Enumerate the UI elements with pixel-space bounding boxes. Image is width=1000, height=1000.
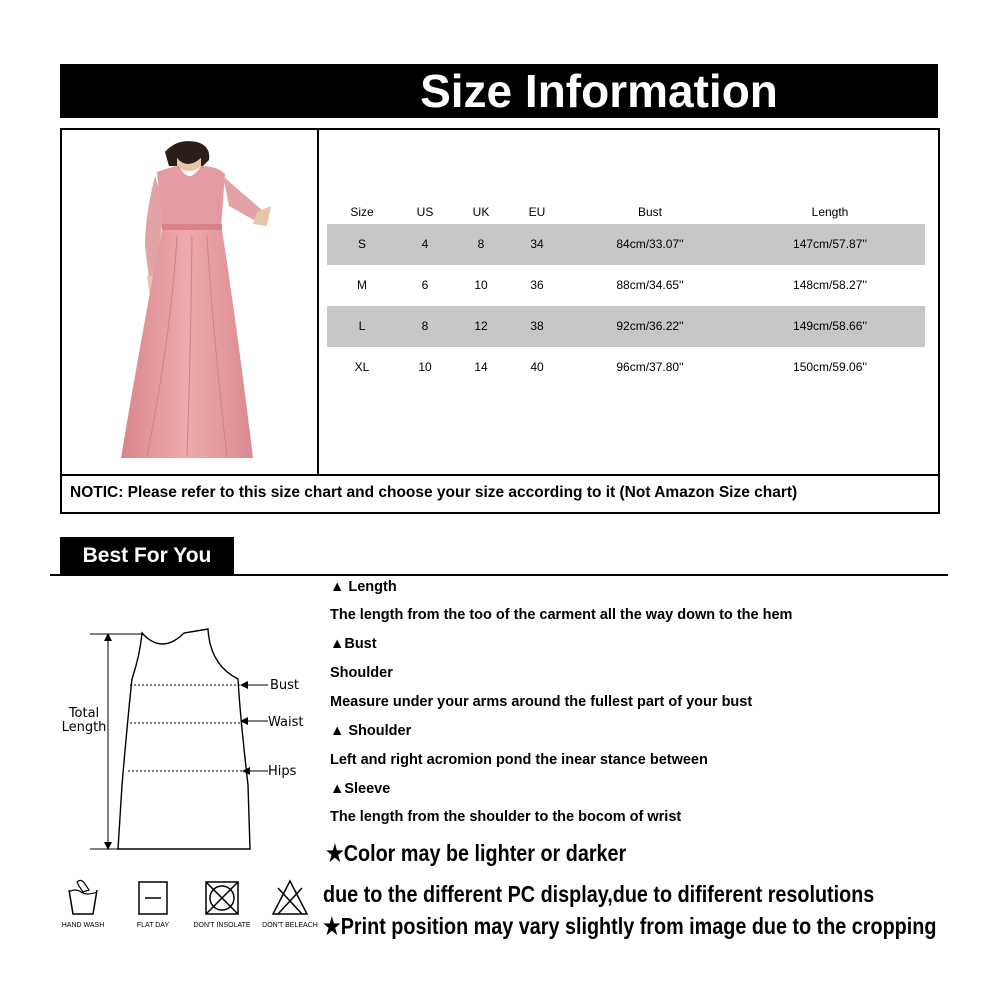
desc-line: ▲ Length xyxy=(330,579,397,595)
care-hand-wash xyxy=(53,878,113,929)
table-cell: 10 xyxy=(418,360,432,374)
table-cell: 12 xyxy=(474,319,488,333)
desc-line: ▲ Shoulder xyxy=(330,723,412,739)
table-cell: 38 xyxy=(530,319,544,333)
table-cell: 84cm/33.07'' xyxy=(616,237,684,251)
table-row xyxy=(327,224,925,265)
frame-divider xyxy=(62,474,938,476)
page-title: Size Information xyxy=(420,65,778,117)
total-label: Total xyxy=(68,706,100,721)
desc-line: ▲Bust xyxy=(330,636,377,652)
table-cell: 88cm/34.65'' xyxy=(616,278,684,292)
table-cell: 147cm/57.87'' xyxy=(793,237,867,251)
care-label: DON'T BELEACH xyxy=(262,922,318,929)
table-cell: 14 xyxy=(474,360,488,374)
table-row xyxy=(327,306,925,347)
table-cell: 150cm/59.06'' xyxy=(793,360,867,374)
table-cell: 34 xyxy=(530,237,544,251)
care-dont-bleach xyxy=(260,878,320,929)
waist-label: Waist xyxy=(268,715,304,730)
dont-bleach-icon xyxy=(270,878,310,918)
dress-photo xyxy=(117,136,287,468)
care-label: HAND WASH xyxy=(61,922,105,929)
header-cell: UK xyxy=(472,205,490,219)
table-cell: 4 xyxy=(421,237,429,251)
table-row xyxy=(327,265,925,306)
care-dont-insolate xyxy=(192,878,252,929)
header-cell: Length xyxy=(811,205,849,219)
measurement-diagram xyxy=(50,615,330,865)
table-cell: 148cm/58.27'' xyxy=(793,278,867,292)
table-cell: 8 xyxy=(421,319,429,333)
table-row xyxy=(327,347,925,388)
size-chart-frame xyxy=(60,128,940,514)
table-cell: 6 xyxy=(421,278,429,292)
hips-label: Hips xyxy=(268,764,297,779)
frame-divider xyxy=(317,130,319,474)
header-cell: EU xyxy=(528,205,546,219)
print-note: ★Print position may vary slightly from image due to the cropping xyxy=(323,913,937,939)
desc-line: Shoulder xyxy=(330,665,393,681)
table-cell: L xyxy=(358,319,366,333)
desc-line: The length from the too of the carment all the way down to the hem xyxy=(330,607,793,623)
table-cell: 36 xyxy=(530,278,544,292)
title-bar xyxy=(60,64,938,118)
table-cell: M xyxy=(357,278,367,292)
hand-wash-icon xyxy=(65,878,101,918)
header-cell: Size xyxy=(350,205,374,219)
table-cell: S xyxy=(357,237,367,251)
header-cell: Bust xyxy=(637,205,663,219)
desc-line: ▲Sleeve xyxy=(330,781,391,797)
best-for-you-text: Best For You xyxy=(82,544,212,567)
desc-line: Left and right acromion pond the inear stance between xyxy=(330,752,708,768)
size-table xyxy=(327,200,925,388)
desc-line: Measure under your arms around the fullest part of your bust xyxy=(330,694,753,710)
length-label: Length xyxy=(61,720,107,735)
care-label: DON'T INSOLATE xyxy=(193,922,251,929)
size-notice: NOTIC: Please refer to this size chart and choose your size according to it (Not Amazon Size chart) xyxy=(70,484,798,501)
table-cell: 8 xyxy=(477,237,485,251)
best-for-you-label xyxy=(60,537,234,574)
flat-dry-icon xyxy=(135,878,171,918)
table-cell: 92cm/36.22'' xyxy=(616,319,684,333)
table-cell: 40 xyxy=(530,360,544,374)
table-cell: 149cm/58.66'' xyxy=(793,319,867,333)
header-cell: US xyxy=(416,205,434,219)
table-cell: 96cm/37.80'' xyxy=(616,360,684,374)
dont-insolate-icon xyxy=(202,878,242,918)
desc-line: The length from the shoulder to the bocom of wrist xyxy=(330,809,682,825)
table-cell: XL xyxy=(354,360,370,374)
table-cell: 10 xyxy=(474,278,488,292)
section-divider xyxy=(50,574,948,576)
care-flat-dry xyxy=(123,878,183,929)
table-header-row xyxy=(327,200,925,224)
bust-label: Bust xyxy=(270,678,300,693)
color-note: ★Color may be lighter or darker xyxy=(326,840,627,866)
care-label: FLAT DAY xyxy=(136,922,170,929)
display-note: due to the different PC display,due to dififerent resolutions xyxy=(323,881,875,907)
